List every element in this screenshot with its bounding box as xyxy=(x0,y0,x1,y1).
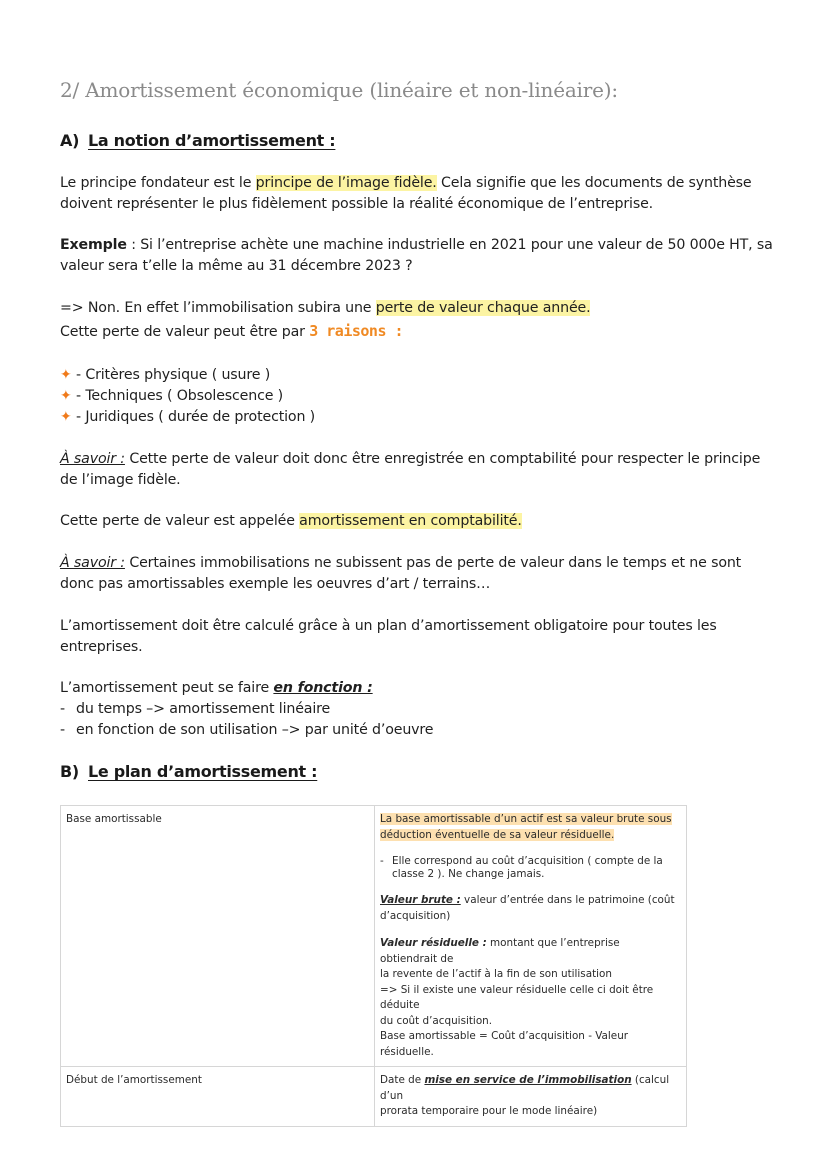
p1-line2: doivent représenter le plus fidèlement possible la réalité économique de l’entreprise. xyxy=(60,196,654,212)
section-b-heading xyxy=(60,762,317,781)
table-row xyxy=(61,1067,687,1127)
amort-before: Cette perte de valeur est appelée xyxy=(60,513,300,529)
asavoir2-line1: Certaines immobilisations ne subissent pas de perte de valeur dans le temps et ne sont xyxy=(124,555,742,571)
row1-content: La base amortissable d’un actif est sa valeur brute sous déduction éventuelle de sa valeur résiduelle. - Elle correspond au coût d’acquisition ( compte de la classe 2 ). Ne change jamais. Valeur brute : valeur d’entrée dans le patrimoine (coût d’acquisition) Valeur résiduelle : montant que l’entreprise obtiendrait de la revente de l’actif à la fin de son utilisation => Si il existe une valeur résiduelle celle ci doit être déduite du coût d’acquisition. Base amortissable = Coût d’acquisition - Valeur résiduelle. xyxy=(375,806,687,1067)
section-a-heading xyxy=(60,131,335,150)
fonction-before: L’amortissement peut se faire xyxy=(60,680,274,696)
asavoir1-line2: de l’image fidèle. xyxy=(60,472,181,488)
criteria-item: ✦ - Juridiques ( durée de protection ) xyxy=(60,407,770,428)
asavoir2-label: À savoir : xyxy=(60,555,125,571)
section-a-letter: A) xyxy=(60,131,80,150)
list-item: - en fonction de son utilisation –> par unité d’oeuvre xyxy=(60,722,434,738)
paragraph-plan xyxy=(60,616,770,658)
answer-before: => Non. En effet l’immobilisation subira une xyxy=(60,300,376,316)
paragraph-amortissement xyxy=(60,511,770,532)
row2-content: Date de mise en service de l’immobilisation (calcul d’un prorata temporaire pour le mode linéaire) xyxy=(375,1067,687,1127)
plan-line1: L’amortissement doit être calculé grâce à un plan d’amortissement obligatoire pour toutes les xyxy=(60,618,717,634)
paragraph-asavoir-1 xyxy=(60,449,770,491)
raisons-label: 3 raisons : xyxy=(309,322,404,340)
plan-table xyxy=(60,805,687,1127)
star-icon: ✦ xyxy=(60,388,72,404)
criteria-item: ✦ - Critères physique ( usure ) xyxy=(60,365,770,386)
paragraph-image-fidele xyxy=(60,173,770,215)
answer-line2: Cette perte de valeur peut être par xyxy=(60,324,310,340)
asavoir2-line2: donc pas amortissables exemple les oeuvres d’art / terrains… xyxy=(60,576,491,592)
section-a-title: La notion d’amortissement : xyxy=(88,131,336,150)
answer-highlight: perte de valeur chaque année. xyxy=(375,300,591,316)
star-icon: ✦ xyxy=(60,367,72,383)
row2-label: Début de l’amortissement xyxy=(61,1067,375,1127)
paragraph-answer xyxy=(60,298,770,343)
section-b-letter: B) xyxy=(60,762,79,781)
paragraph-exemple xyxy=(60,235,773,277)
list-item: - du temps –> amortissement linéaire xyxy=(60,701,331,717)
star-icon: ✦ xyxy=(60,409,72,425)
criteria-list xyxy=(60,365,770,428)
paragraph-asavoir-2 xyxy=(60,553,770,595)
p1-before: Le principe fondateur est le xyxy=(60,175,256,191)
amort-highlight: amortissement en comptabilité. xyxy=(299,513,522,529)
paragraph-fonction xyxy=(60,678,770,741)
example-label: Exemple xyxy=(60,237,127,253)
p1-highlight: principe de l’image fidèle. xyxy=(255,175,437,191)
fonction-emph: en fonction : xyxy=(273,680,373,696)
table-row xyxy=(61,806,687,1067)
example-line1: : Si l’entreprise achète une machine industrielle en 2021 pour une valeur de 50 000e HT, sa xyxy=(126,237,773,253)
p1-after: Cela signifie que les documents de synthèse xyxy=(436,175,752,191)
plan-line2: entreprises. xyxy=(60,639,143,655)
criteria-item: ✦ - Techniques ( Obsolescence ) xyxy=(60,386,770,407)
section-b-title: Le plan d’amortissement : xyxy=(88,762,318,781)
asavoir1-label: À savoir : xyxy=(60,451,125,467)
asavoir1-line1: Cette perte de valeur doit donc être enregistrée en comptabilité pour respecter le principe xyxy=(124,451,761,467)
row1-label: Base amortissable xyxy=(61,806,375,1067)
page-heading: 2/ Amortissement économique (linéaire et non-linéaire): xyxy=(60,78,618,102)
example-line2: valeur sera t’elle la même au 31 décembre 2023 ? xyxy=(60,258,413,274)
